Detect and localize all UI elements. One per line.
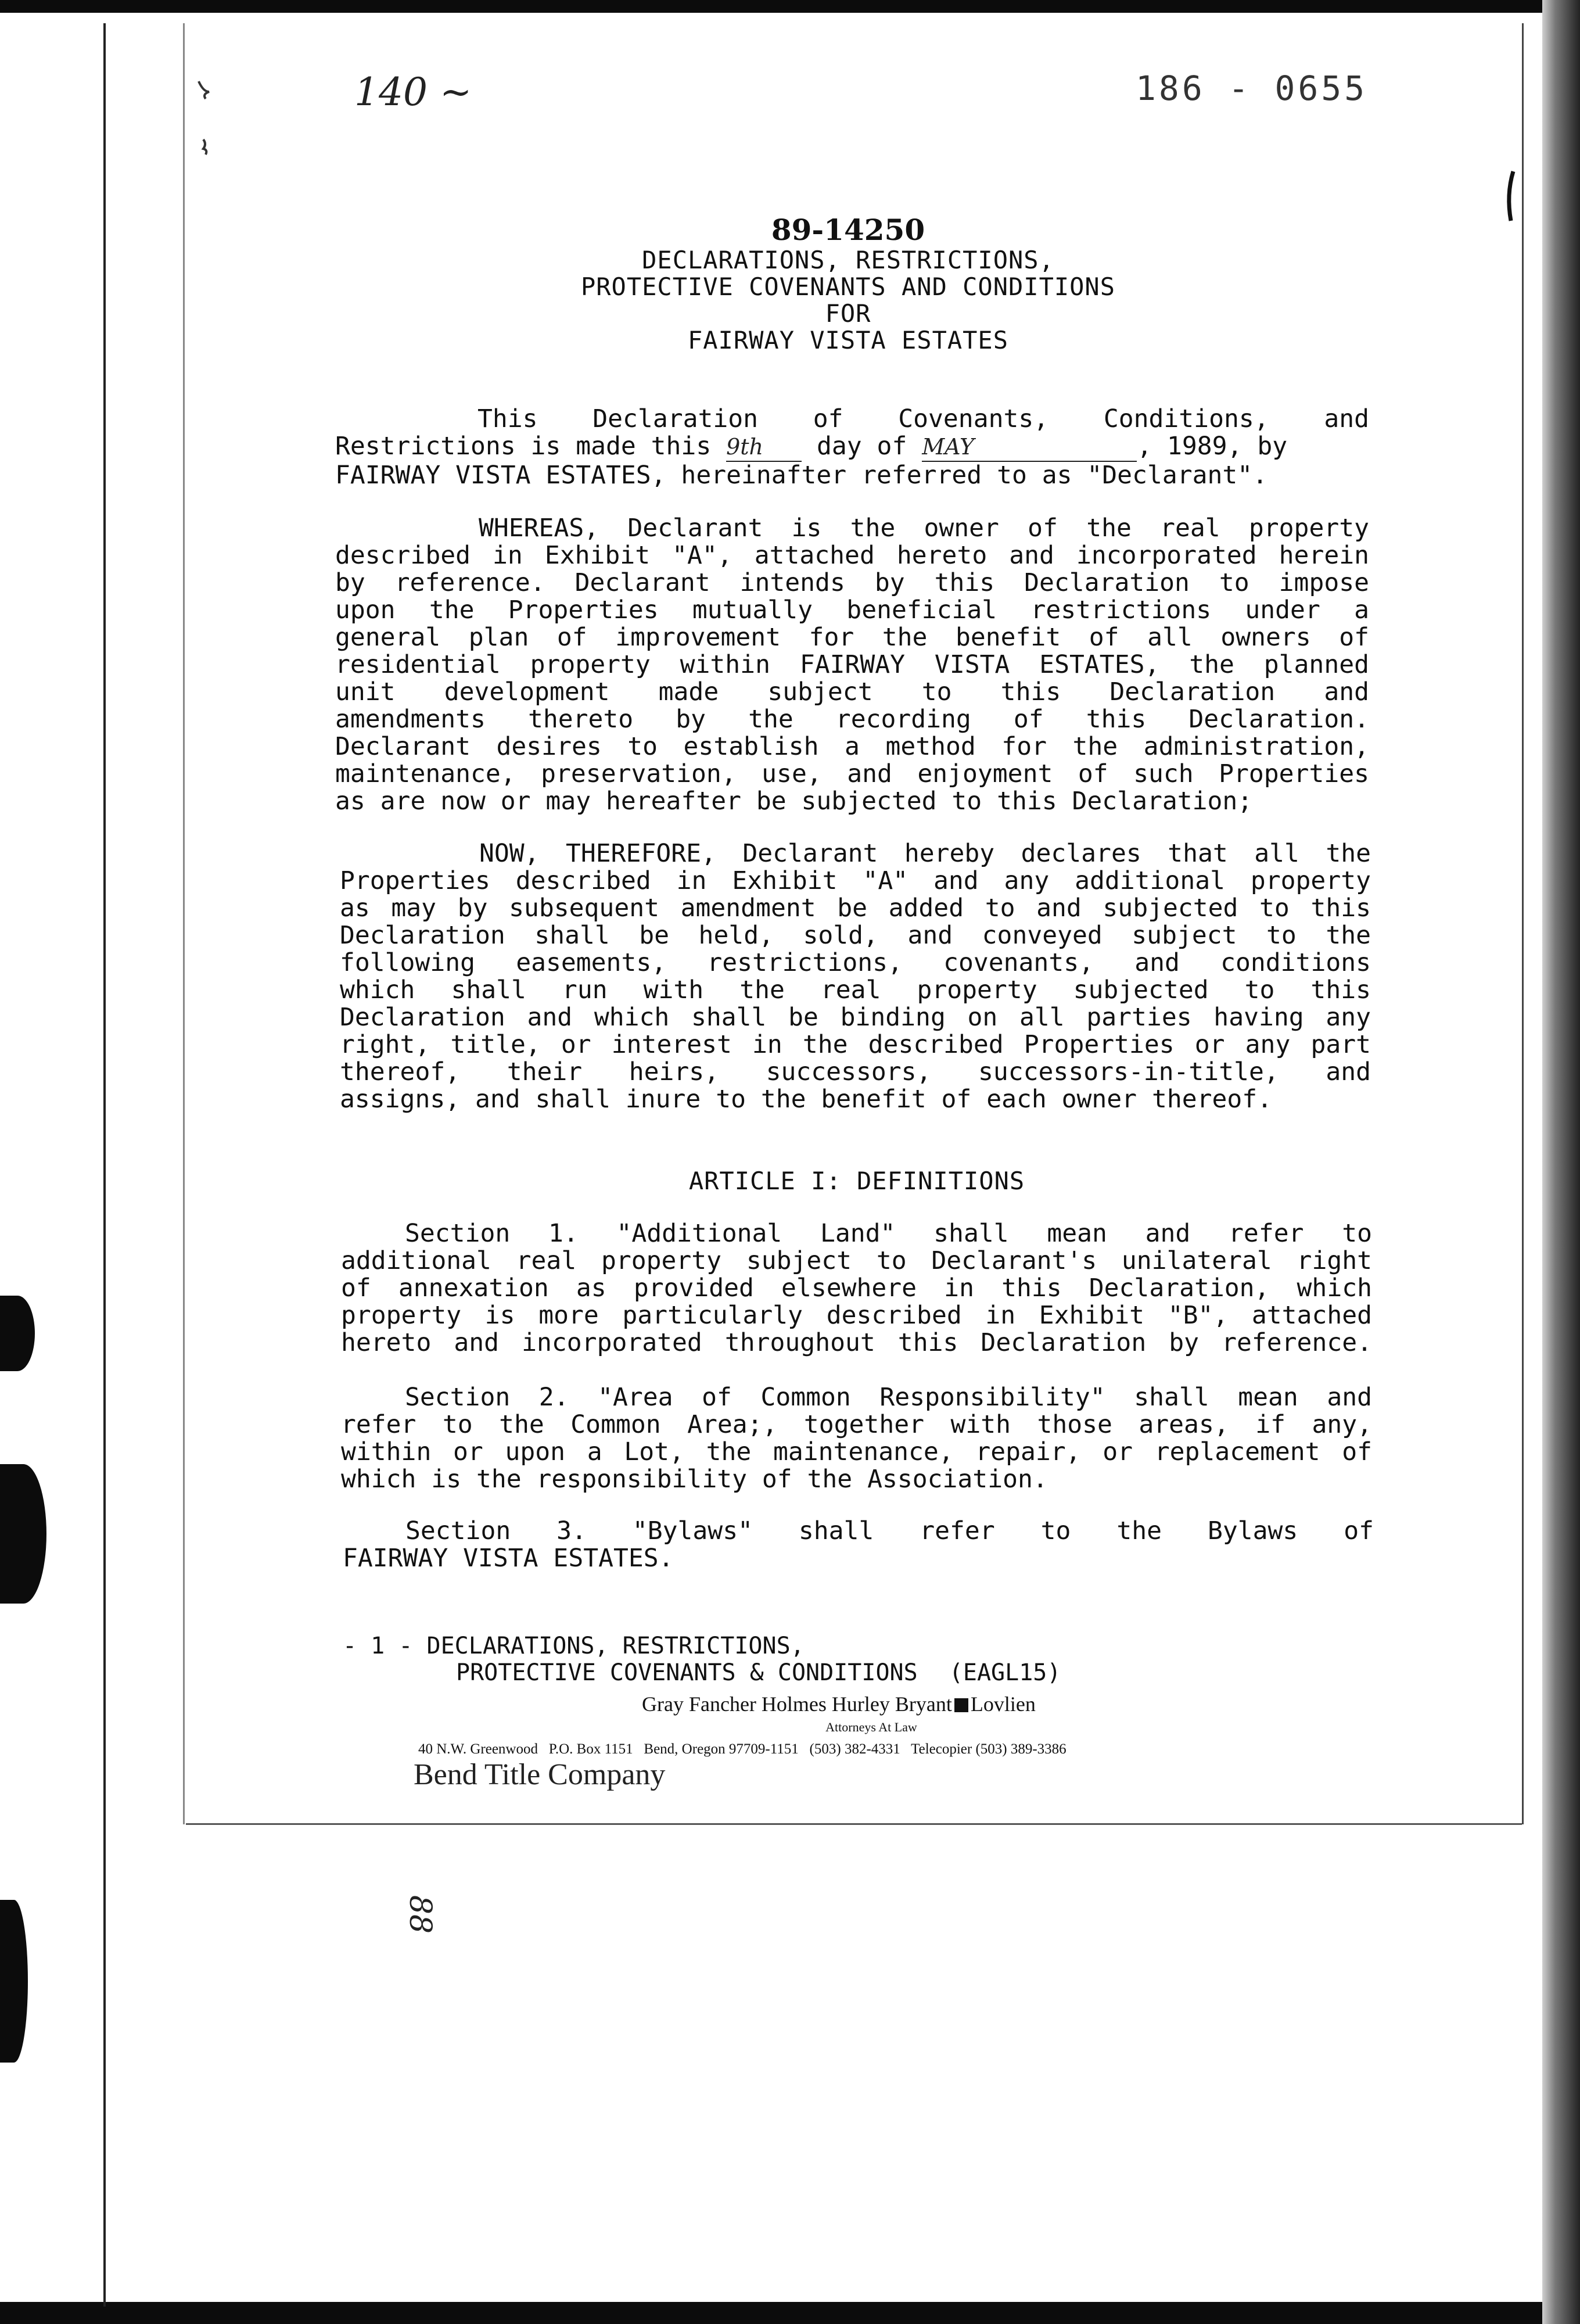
scan-top-edge (0, 0, 1580, 13)
now-therefore-line: which shall run with the real property subjected to this (340, 975, 1371, 1005)
whereas-line: as are now or may hereafter be subjected to this Declaration; (335, 787, 1253, 816)
intro-paragraph (335, 406, 1369, 489)
whereas-line: maintenance, preservation, use, and enjoyment of such Properties (335, 759, 1369, 788)
whereas-line: by reference. Declarant intends by this Declaration to impose (335, 568, 1369, 597)
footer-title-line-2: PROTECTIVE COVENANTS & CONDITIONS (EAGL15) (456, 1659, 1061, 1686)
day-value: 9th (726, 434, 764, 460)
margin-stroke-right (1502, 168, 1519, 227)
section-3-line: FAIRWAY VISTA ESTATES. (343, 1544, 674, 1573)
now-therefore-line: thereof, their heirs, successors, successors-in-title, and (340, 1057, 1371, 1086)
scan-left-blot (0, 1464, 46, 1604)
now-therefore-paragraph (340, 840, 1371, 1113)
document-number: 89-14250 (771, 213, 925, 247)
intro-date-line (335, 433, 1369, 462)
title-company-stamp: Bend Title Company (414, 1758, 666, 1791)
whereas-line: Declarant desires to establish a method for the administration, (335, 732, 1369, 761)
page-marker: - 1 - (343, 1633, 413, 1659)
now-therefore-line: following easements, restrictions, covenants, and conditions (340, 948, 1371, 977)
whereas-line: described in Exhibit "A", attached hereto and incorporated herein (335, 541, 1369, 570)
whereas-line: residential property within FAIRWAY VISTA ESTATES, the planned (335, 650, 1369, 679)
right-fold-line (1522, 23, 1524, 1824)
firm-name: Gray Fancher Holmes Hurley Bryant Lovlien (642, 1692, 1036, 1716)
section-2-line: Section 2. "Area of Common Responsibility" shall mean and (405, 1383, 1372, 1412)
title-line: FOR (825, 299, 871, 328)
footer-title-line-1: - 1 - DECLARATIONS, RESTRICTIONS, (343, 1633, 805, 1659)
pen-marks (186, 70, 232, 174)
month-field (922, 433, 1137, 462)
intro-text: day of (817, 432, 907, 461)
title-line: FAIRWAY VISTA ESTATES (687, 326, 1008, 354)
now-therefore-line: NOW, THEREFORE, Declarant hereby declares that all the (479, 839, 1371, 868)
scan-left-blot (0, 1296, 35, 1371)
article-heading: ARTICLE I: DEFINITIONS (688, 1167, 1025, 1195)
left-inner-line (183, 23, 185, 1824)
title-block (383, 213, 1313, 354)
section-2-line: refer to the Common Area;, together with those areas, if any, (341, 1410, 1372, 1439)
whereas-line: unit development made subject to this Declaration and (335, 677, 1369, 706)
now-therefore-line: Declaration shall be held, sold, and conveyed subject to the (340, 921, 1371, 950)
section-1-line: of annexation as provided elsewhere in this Declaration, which (341, 1274, 1372, 1303)
now-therefore-line: as may by subsequent amendment be added to and subjected to this (340, 894, 1371, 923)
whereas-line: general plan of improvement for the benefit of all owners of (335, 623, 1369, 652)
pen-mark (1509, 171, 1513, 221)
section-2-line: within or upon a Lot, the maintenance, repair, or replacement of (341, 1437, 1372, 1466)
firm-subtitle: Attorneys At Law (825, 1720, 917, 1734)
section-1-line: additional real property subject to Declarant's unilateral right (341, 1246, 1372, 1275)
title-line: DECLARATIONS, RESTRICTIONS, (642, 246, 1054, 274)
now-therefore-line: Declaration and which shall be binding on all parties having any (340, 1003, 1371, 1032)
section-1-line: property is more particularly described in Exhibit "B", attached (341, 1301, 1372, 1330)
whereas-line: WHEREAS, Declarant is the owner of the real property (479, 514, 1369, 543)
firm-address: 40 N.W. Greenwood P.O. Box 1151 Bend, Oregon 97709-1151 (503) 382-4331 Telecopier (503) 389-3386 (418, 1741, 1066, 1757)
scan-bottom-edge (0, 2302, 1580, 2324)
whereas-line: amendments thereto by the recording of this Declaration. (335, 705, 1369, 734)
section-1 (341, 1220, 1372, 1357)
whereas-line: upon the Properties mutually beneficial restrictions under a (335, 596, 1369, 625)
margin-mark: 88 (403, 1895, 438, 1934)
section-1-line: hereto and incorporated throughout this Declaration by reference. (341, 1328, 1372, 1357)
intro-line: This Declaration of Covenants, Conditions, and (477, 404, 1369, 433)
handwritten-number: 140 ~ (354, 70, 472, 114)
page-fold-line (186, 1823, 1522, 1825)
firm-separator-icon (954, 1698, 968, 1712)
section-3 (343, 1518, 1374, 1572)
section-2 (341, 1384, 1372, 1493)
section-3-line: Section 3. "Bylaws" shall refer to the Bylaws of (405, 1516, 1374, 1545)
pen-mark (199, 81, 209, 155)
scan-left-blot (0, 1900, 28, 2063)
day-field (726, 433, 802, 462)
footer-title (343, 1633, 1061, 1686)
stamp-number: 186 - 0655 (1136, 69, 1368, 108)
whereas-paragraph (335, 515, 1369, 815)
left-margin-line (103, 23, 106, 2307)
section-2-line: which is the responsibility of the Association. (341, 1465, 1048, 1494)
scan-right-edge (1542, 0, 1580, 2324)
now-therefore-line: assigns, and shall inure to the benefit of each owner thereof. (340, 1085, 1273, 1114)
intro-line: FAIRWAY VISTA ESTATES, hereinafter referred to as "Declarant". (335, 461, 1268, 490)
now-therefore-line: right, title, or interest in the described Properties or any part (340, 1030, 1371, 1059)
intro-text: , 1989, by (1137, 432, 1288, 461)
section-1-line: Section 1. "Additional Land" shall mean and refer to (405, 1219, 1372, 1248)
title-line: PROTECTIVE COVENANTS AND CONDITIONS (580, 272, 1115, 301)
intro-text: Restrictions is made this (335, 432, 712, 461)
now-therefore-line: Properties described in Exhibit "A" and any additional property (340, 866, 1371, 895)
document-code: (EAGL15) (949, 1659, 1061, 1686)
month-value: MAY (922, 434, 975, 460)
